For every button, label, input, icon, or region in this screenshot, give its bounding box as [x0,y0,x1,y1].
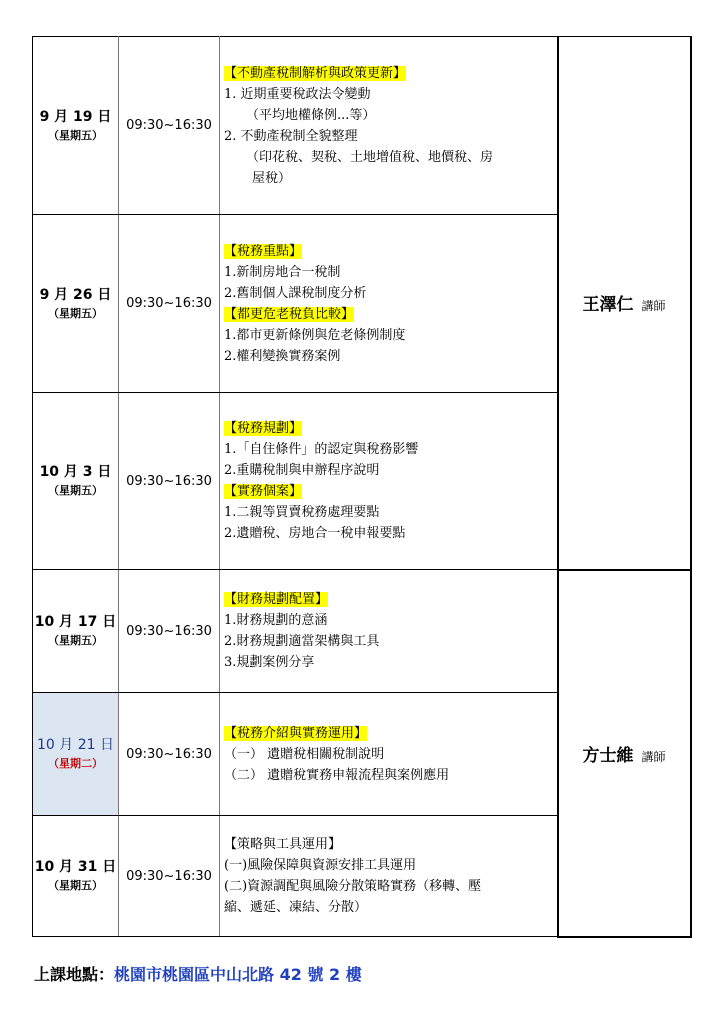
session-time: 09:30~16:30 [119,215,220,393]
topic-heading: 【都更危老稅負比較】 [224,306,355,322]
session-date: 10 月 21 日 [37,737,114,753]
date-cell [33,816,119,937]
class-location [34,962,362,985]
topic-item: 1.財務規劃的意涵 [224,613,328,628]
session-topics [220,215,558,393]
topic-heading: 【稅務規劃】 [224,421,303,436]
topic-heading: 【實務個案】 [224,484,303,499]
teacher-name: 王澤仁 [582,295,634,316]
session-time: 09:30~16:30 [119,570,220,693]
topic-item: （印花稅、契稅、土地增值稅、地價稅、房 [246,149,494,165]
schedule-row [33,37,691,215]
session-date: 9 月 19 日 [39,108,112,125]
session-time: 09:30~16:30 [119,693,220,816]
session-weekday: （星期五） [48,879,103,892]
session-topics [220,393,558,570]
session-time: 09:30~16:30 [119,816,220,937]
topic-item: 1.二親等買賣稅務處理要點 [224,505,380,520]
session-time: 09:30~16:30 [119,37,220,215]
date-cell [33,37,119,215]
session-weekday: （星期五） [48,128,103,142]
topic-item: （一） 遺贈稅相關稅制說明 [224,746,385,762]
schedule-row [33,570,691,693]
topic-heading: 【策略與工具運用】 [224,837,342,852]
topic-heading: 【稅務重點】 [224,243,303,259]
topic-heading: 【稅務介紹與實務運用】 [224,725,368,741]
topic-heading: 【不動產稅制解析與政策更新】 [224,65,407,81]
session-topics [220,816,558,937]
topic-item: (一)風險保障與資源安排工具運用 [224,858,417,873]
teacher-name: 方士維 [582,745,634,766]
location-label: 上課地點： [34,965,115,984]
topic-item: 2. 不動產稅制全貌整理 [224,128,358,144]
teacher-title: 講師 [641,749,666,764]
date-cell [33,693,119,816]
topic-item: （二） 遺贈稅實務申報流程與案例應用 [224,767,450,783]
date-cell [33,393,119,570]
session-time: 09:30~16:30 [119,393,220,570]
topic-item: 1.都市更新條例與危老條例制度 [224,327,406,343]
date-cell [33,570,119,693]
schedule-table [32,36,692,938]
topic-item: 1.「自住條件」的認定與稅務影響 [224,442,419,457]
topic-item: （平均地權條例...等） [246,107,376,123]
session-weekday: （星期五） [48,634,103,647]
session-topics [220,570,558,693]
topic-item: 2.遺贈稅、房地合一稅申報要點 [224,526,406,541]
teacher-title: 講師 [641,299,666,314]
topic-item: 1.新制房地合一稅制 [224,264,341,280]
session-date: 9 月 26 日 [39,286,112,303]
session-topics [220,693,558,816]
session-weekday: （星期五） [48,484,103,497]
location-address: 桃園市桃園區中山北路 42 號 2 樓 [114,965,362,984]
date-cell [33,215,119,393]
topic-item: 屋稅） [252,170,292,186]
teacher-cell [558,37,691,570]
session-weekday: （星期五） [48,306,103,320]
topic-item: 3.規劃案例分享 [224,655,315,670]
topic-item: (二)資源調配與風險分散策略實務（移轉、壓 [224,879,482,894]
session-date: 10 月 17 日 [34,614,117,630]
session-weekday: （星期二） [48,757,103,770]
topic-heading: 【財務規劃配置】 [224,592,329,607]
teacher-cell [558,570,691,937]
topic-item: 縮、遞延、凍結、分散） [224,900,368,915]
session-topics [220,37,558,215]
session-date: 10 月 31 日 [34,859,117,875]
session-date: 10 月 3 日 [39,464,112,480]
topic-item: 2.舊制個人課稅制度分析 [224,285,367,301]
topic-item: 2.權利變換實務案例 [224,348,341,364]
topic-item: 1. 近期重要稅政法令變動 [224,86,371,102]
topic-item: 2.重購稅制與申辦程序說明 [224,463,380,478]
topic-item: 2.財務規劃適當架構與工具 [224,634,380,649]
